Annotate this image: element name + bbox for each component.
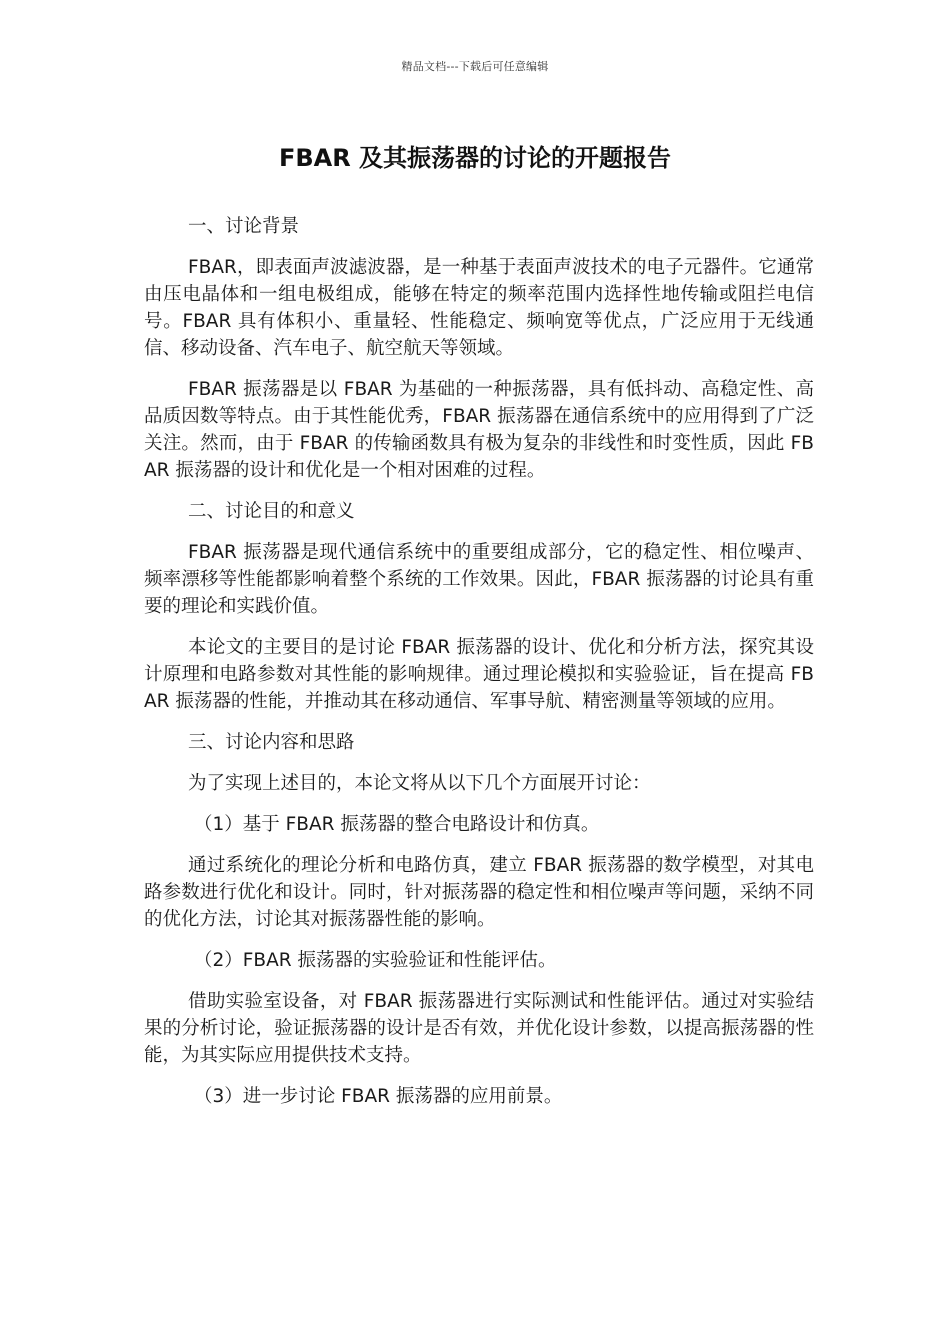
section-heading-purpose: 二、讨论目的和意义 [188,501,355,522]
list-item-heading: （3）进一步讨论 FBAR 振荡器的应用前景。 [194,1086,563,1107]
paragraph: 本论文的主要目的是讨论 FBAR 振荡器的设计、优化和分析方法，探究其设计原理和电路参数对其性能的影响规律。通过理论模拟和实验验证，旨在提高 FBAR 振荡器的性能，并推动其在移动通信、军事导航、精密测量等领域的应用。 [144,637,814,712]
list-item-heading: （2）FBAR 振荡器的实验验证和性能评估。 [194,950,557,971]
paragraph: 通过系统化的理论分析和电路仿真，建立 FBAR 振荡器的数学模型，对其电路参数进行优化和设计。同时，针对振荡器的稳定性和相位噪声等问题，采纳不同的优化方法，讨论其对振荡器性能的影响。 [144,855,814,930]
section-heading-background: 一、讨论背景 [188,216,300,237]
document-title: FBAR 及其振荡器的讨论的开题报告 [278,144,672,172]
document-body [144,213,814,1124]
paragraph: FBAR 振荡器是以 FBAR 为基础的一种振荡器，具有低抖动、高稳定性、高品质因数等特点。由于其性能优秀，FBAR 振荡器在通信系统中的应用得到了广泛关注。然而，由于 FBAR 的传输函数具有极为复杂的非线性和时变性质，因此 FBAR 振荡器的设计和优化是一个相对困难的过程。 [144,379,814,481]
paragraph: 为了实现上述目的，本论文将从以下几个方面展开讨论： [188,773,651,794]
header-note: 精品文档---下载后可任意编辑 [401,60,549,73]
list-item-heading: （1）基于 FBAR 振荡器的整合电路设计和仿真。 [194,814,600,835]
paragraph: 借助实验室设备，对 FBAR 振荡器进行实际测试和性能评估。通过对实验结果的分析讨论，验证振荡器的设计是否有效，并优化设计参数，以提高振荡器的性能，为其实际应用提供技术支持。 [144,991,814,1066]
paragraph: FBAR，即表面声波滤波器，是一种基于表面声波技术的电子元器件。它通常由压电晶体和一组电极组成，能够在特定的频率范围内选择性地传输或阻拦电信号。FBAR 具有体积小、重量轻、性能稳定、频响宽等优点，广泛应用于无线通信、移动设备、汽车电子、航空航天等领域。 [144,257,814,359]
paragraph: FBAR 振荡器是现代通信系统中的重要组成部分，它的稳定性、相位噪声、频率漂移等性能都影响着整个系统的工作效果。因此，FBAR 振荡器的讨论具有重要的理论和实践价值。 [144,542,814,617]
section-heading-content: 三、讨论内容和思路 [188,732,355,753]
